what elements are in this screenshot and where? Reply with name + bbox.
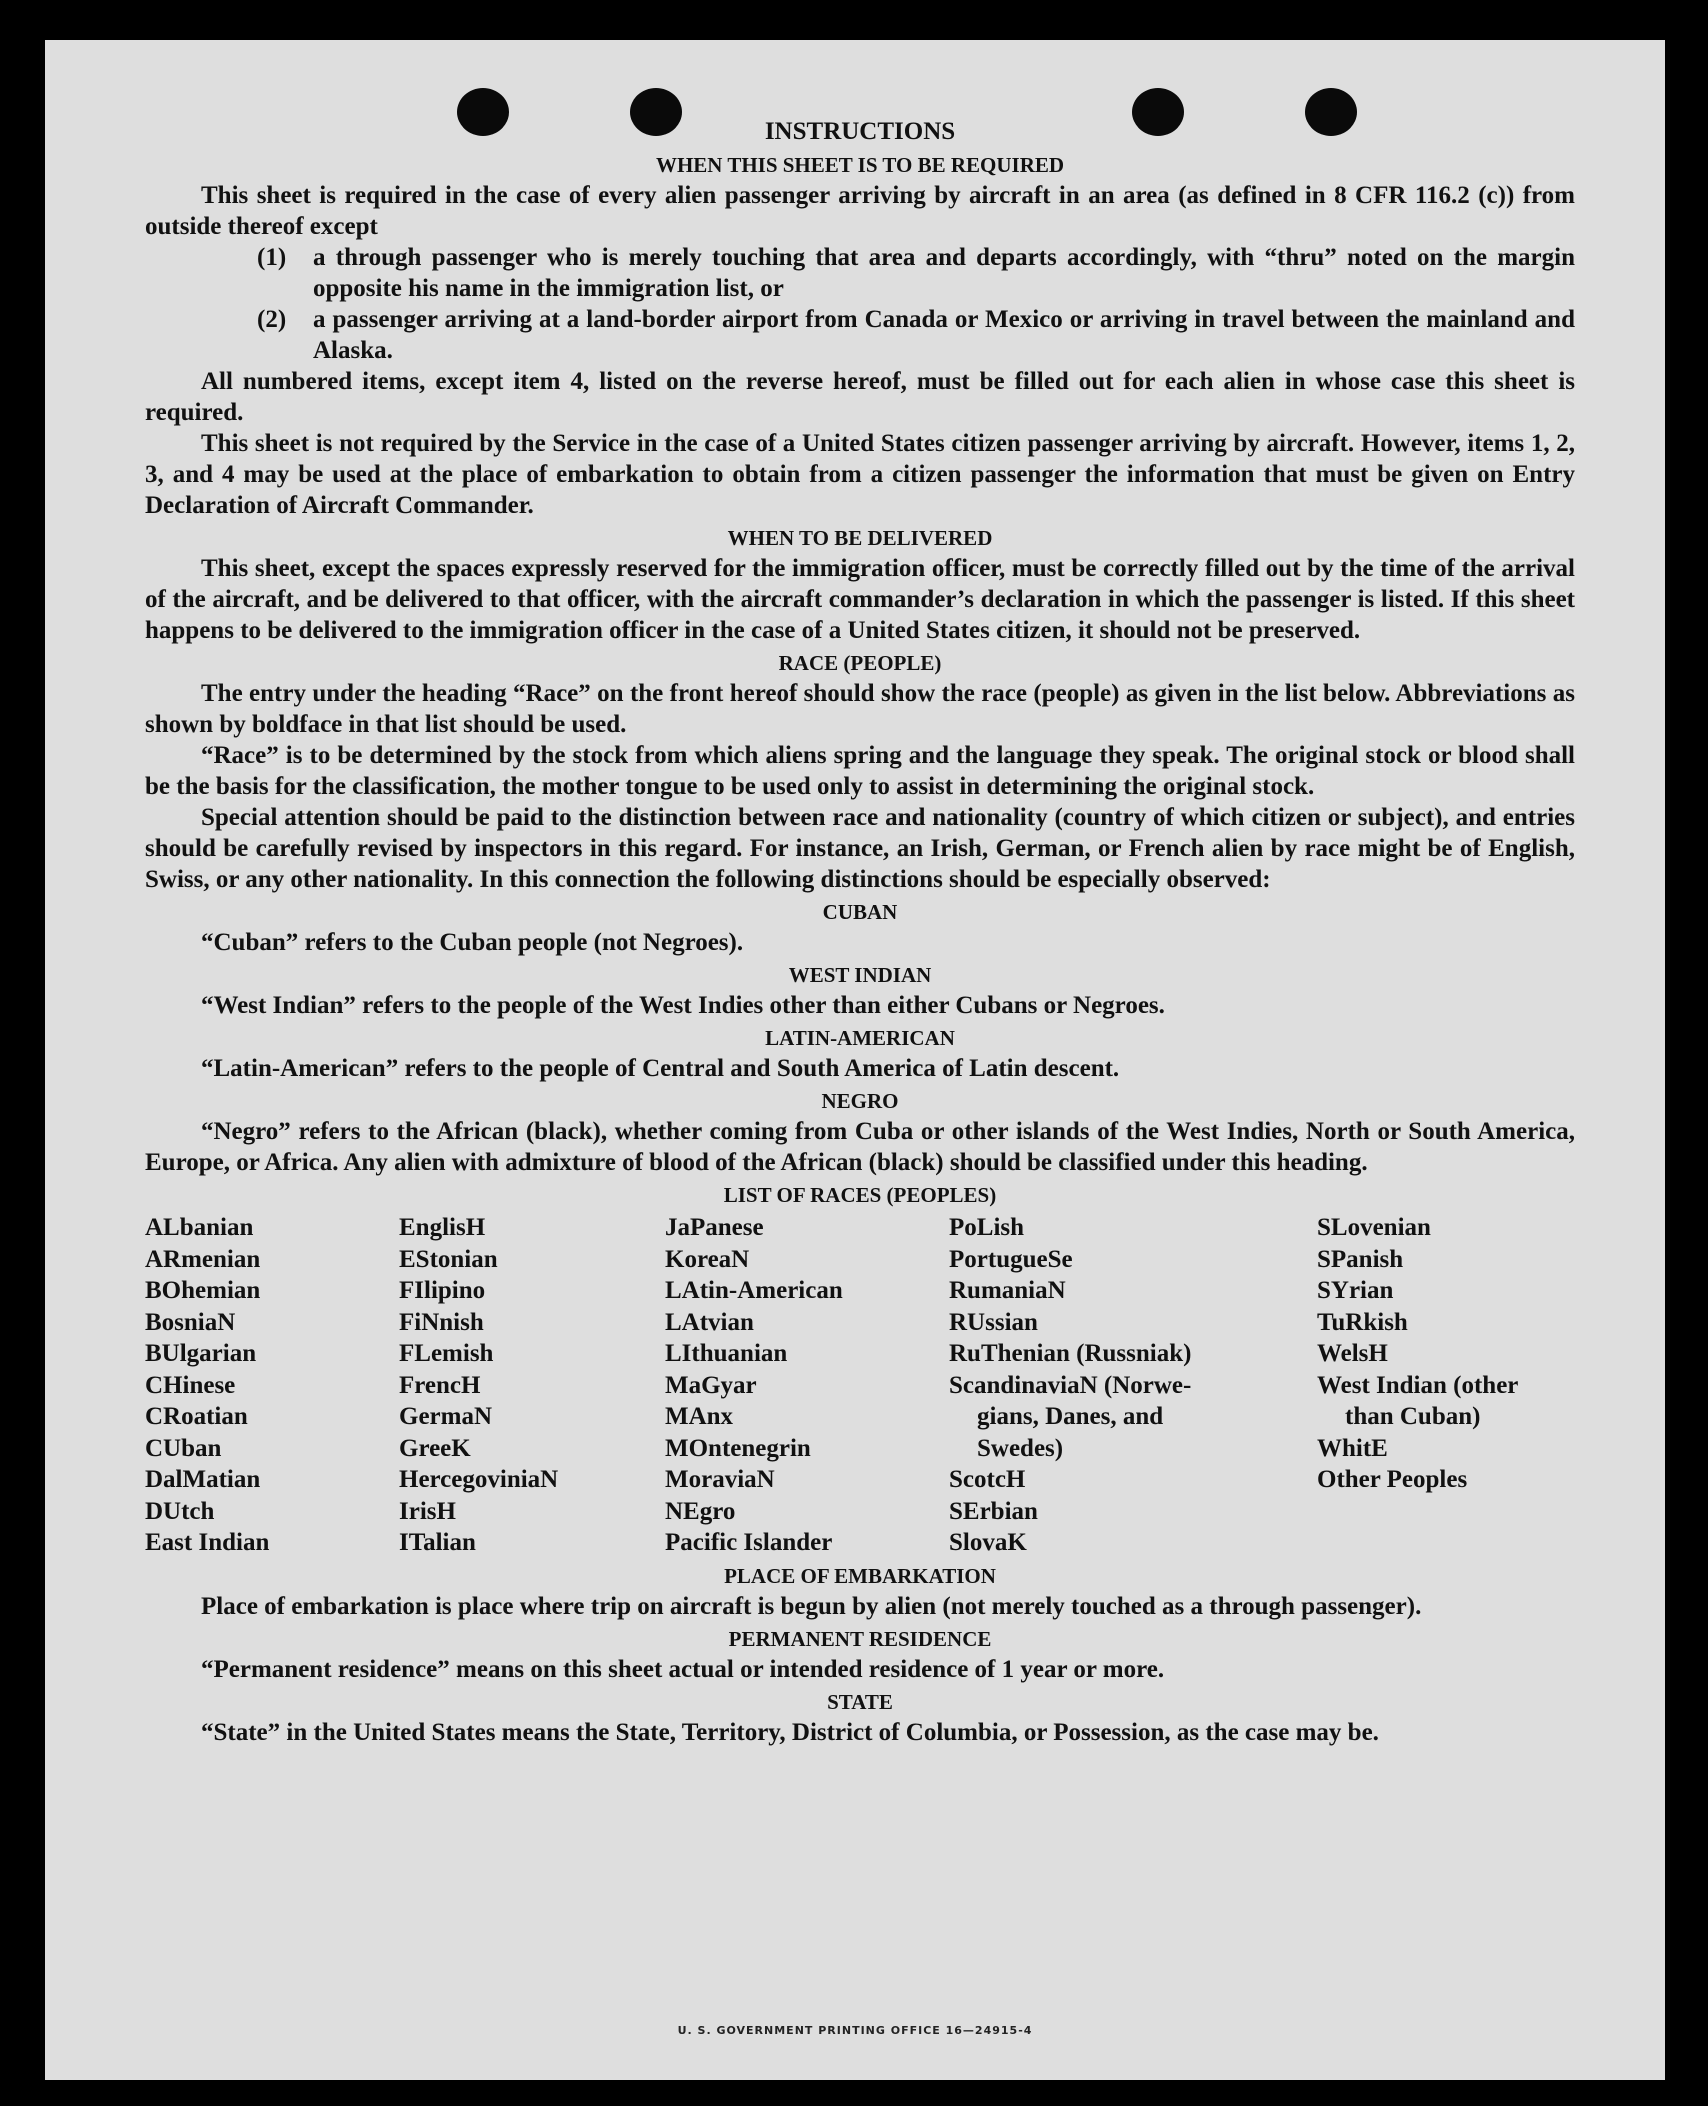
race-entry: SYrian: [1317, 1277, 1394, 1304]
paragraph: Place of embarkation is place where trip on aircraft is begun by alien (not merely touched as a through passenger).: [201, 1592, 1422, 1620]
race-entry: MAnx: [665, 1403, 734, 1430]
item-number: (2): [257, 306, 287, 333]
race-entry: CUban: [145, 1434, 222, 1462]
paragraph: “Latin-American” refers to the people of Central and South America of Latin descent.: [201, 1055, 1120, 1082]
paragraph: Special attention should be paid to the distinction between race and nationality (country of which citizen or subject), and entries should be carefully revised by inspectors in this regard. For instance, an Irish, German, or French alien by race might be of English, Swiss, or any other nationality. In this connection the following distinctions should be especially observed:: [145, 804, 1575, 893]
race-entry: LAtvian: [665, 1308, 754, 1336]
item-text: a passenger arriving at a land-border airport from Canada or Mexico or arriving in travel between the mainland and Alaska.: [313, 306, 1575, 364]
item-number: (1): [257, 244, 287, 271]
race-column: [399, 1212, 665, 1559]
race-entry: SLovenian: [1317, 1214, 1431, 1241]
race-entry: Swedes): [977, 1434, 1064, 1462]
race-column: [1317, 1212, 1575, 1559]
section-heading: LATIN-AMERICAN: [765, 1026, 955, 1050]
race-entry: FIlipino: [399, 1277, 486, 1304]
race-column: [665, 1212, 949, 1559]
race-entry: ScandinaviaN (Norwe-: [949, 1371, 1192, 1399]
item-text: a through passenger who is merely touching that area and departs accordingly, with “thru” noted on the margin opposite his name in the immigration list, or: [313, 244, 1575, 302]
race-entry: ARmenian: [145, 1245, 261, 1273]
race-entry: DUtch: [145, 1497, 215, 1525]
race-entry: MaGyar: [665, 1371, 757, 1399]
race-entry: gians, Danes, and: [977, 1403, 1164, 1430]
section-heading: LIST OF RACES (PEOPLES): [723, 1183, 997, 1207]
race-entry: HercegoviniaN: [399, 1466, 559, 1493]
race-entry: PoLish: [949, 1214, 1025, 1241]
paragraph: This sheet is required in the case of every alien passenger arriving by aircraft in an area (as defined in 8 CFR 116.2 (c)) from outside thereof except: [145, 182, 1575, 240]
section-heading: WHEN THIS SHEET IS TO BE REQUIRED: [655, 153, 1065, 177]
race-entry: BOhemian: [145, 1277, 261, 1304]
paragraph: “Cuban” refers to the Cuban people (not Negroes).: [201, 929, 744, 956]
race-entry: RumaniaN: [949, 1277, 1066, 1304]
list-item: [145, 304, 1575, 366]
race-entry: RUssian: [949, 1308, 1038, 1336]
race-entry: FiNnish: [399, 1308, 484, 1336]
race-entry: ITalian: [399, 1529, 476, 1556]
race-entry: EnglisH: [399, 1214, 486, 1241]
paragraph: “Race” is to be determined by the stock from which aliens spring and the language they speak. The original stock or blood shall be the basis for the classification, the mother tongue to be used only to assist in determining the original stock.: [145, 742, 1575, 800]
race-entry: WelsH: [1317, 1340, 1388, 1367]
section-heading: PERMANENT RESIDENCE: [728, 1626, 992, 1651]
race-entry: Pacific Islander: [665, 1529, 833, 1556]
section-heading: PLACE OF EMBARKATION: [724, 1563, 996, 1588]
section-heading: STATE: [827, 1689, 893, 1714]
paragraph: This sheet is not required by the Service in the case of a United States citizen passenger arriving by aircraft. However, items 1, 2, 3, and 4 may be used at the place of embarkation to obtain from a citizen passenger the information that must be given on Entry Declaration of Aircraft Commander.: [145, 430, 1575, 519]
race-column: [145, 1212, 399, 1559]
race-entry: BosniaN: [145, 1308, 236, 1336]
paragraph: All numbered items, except item 4, listed on the reverse hereof, must be filled out for each alien in whose case this sheet is required.: [145, 368, 1575, 426]
race-entry: GermaN: [399, 1403, 493, 1430]
race-entry: ScotcH: [949, 1466, 1026, 1493]
section-heading: WHEN TO BE DELIVERED: [727, 526, 993, 550]
paragraph: “State” in the United States means the State, Territory, District of Columbia, or Possession, as the case may be.: [201, 1718, 1379, 1746]
race-entry: LIthuanian: [665, 1340, 788, 1367]
race-entry: GreeK: [399, 1434, 471, 1462]
race-entry: SlovaK: [949, 1529, 1027, 1556]
section-heading: CUBAN: [822, 900, 898, 924]
race-entry: West Indian (other: [1317, 1371, 1519, 1399]
race-entry: than Cuban): [1345, 1403, 1481, 1430]
race-entry: Other Peoples: [1317, 1466, 1468, 1493]
race-entry: SErbian: [949, 1497, 1038, 1525]
race-entry: ALbanian: [145, 1214, 254, 1241]
section-heading: NEGRO: [821, 1089, 899, 1113]
list-item: [145, 242, 1575, 304]
race-entry: KoreaN: [665, 1245, 750, 1273]
race-entry: East Indian: [145, 1529, 270, 1556]
race-column: [949, 1212, 1317, 1559]
race-list: [145, 1212, 1575, 1559]
section-heading: RACE (PEOPLE): [778, 651, 942, 675]
paragraph: “West Indian” refers to the people of the West Indies other than either Cubans or Negroes.: [201, 992, 1165, 1019]
instructions-content: [145, 116, 1575, 1748]
race-entry: WhitE: [1317, 1434, 1388, 1462]
document-sheet: [45, 40, 1665, 2080]
race-entry: MOntenegrin: [665, 1434, 811, 1462]
race-entry: SPanish: [1317, 1245, 1404, 1273]
page-title: INSTRUCTIONS: [764, 118, 956, 145]
race-entry: FLemish: [399, 1340, 494, 1367]
race-entry: JaPanese: [665, 1214, 764, 1241]
section-heading: WEST INDIAN: [788, 963, 932, 987]
paragraph: This sheet, except the spaces expressly reserved for the immigration officer, must be correctly filled out by the time of the arrival of the aircraft, and be delivered to that officer, with the aircraft commander’s declaration in which the passenger is listed. If this sheet happens to be delivered to the immigration officer in the case of a United States citizen, it should not be preserved.: [145, 555, 1575, 644]
race-entry: BUlgarian: [145, 1340, 257, 1367]
race-entry: PortugueSe: [949, 1245, 1073, 1273]
race-entry: TuRkish: [1317, 1308, 1408, 1336]
paragraph: The entry under the heading “Race” on the front hereof should show the race (people) as given in the list below. Abbreviations as shown by boldface in that list should be used.: [145, 680, 1575, 738]
race-entry: IrisH: [399, 1497, 456, 1525]
race-entry: NEgro: [665, 1497, 736, 1525]
race-entry: CHinese: [145, 1371, 236, 1399]
race-entry: RuThenian (Russniak): [949, 1340, 1192, 1367]
race-entry: EStonian: [399, 1245, 498, 1273]
race-entry: LAtin-American: [665, 1277, 843, 1304]
race-entry: DalMatian: [145, 1466, 261, 1493]
race-entry: MoraviaN: [665, 1466, 775, 1493]
paragraph: “Permanent residence” means on this sheet actual or intended residence of 1 year or more.: [201, 1655, 1165, 1683]
race-entry: FrencH: [399, 1371, 481, 1399]
printer-imprint: U. S. GOVERNMENT PRINTING OFFICE 16—24915-4: [677, 2024, 1033, 2037]
race-entry: CRoatian: [145, 1403, 248, 1430]
paragraph: “Negro” refers to the African (black), whether coming from Cuba or other islands of the West Indies, North or South America, Europe, or Africa. Any alien with admixture of blood of the African (black) should be classified under this heading.: [145, 1118, 1575, 1176]
